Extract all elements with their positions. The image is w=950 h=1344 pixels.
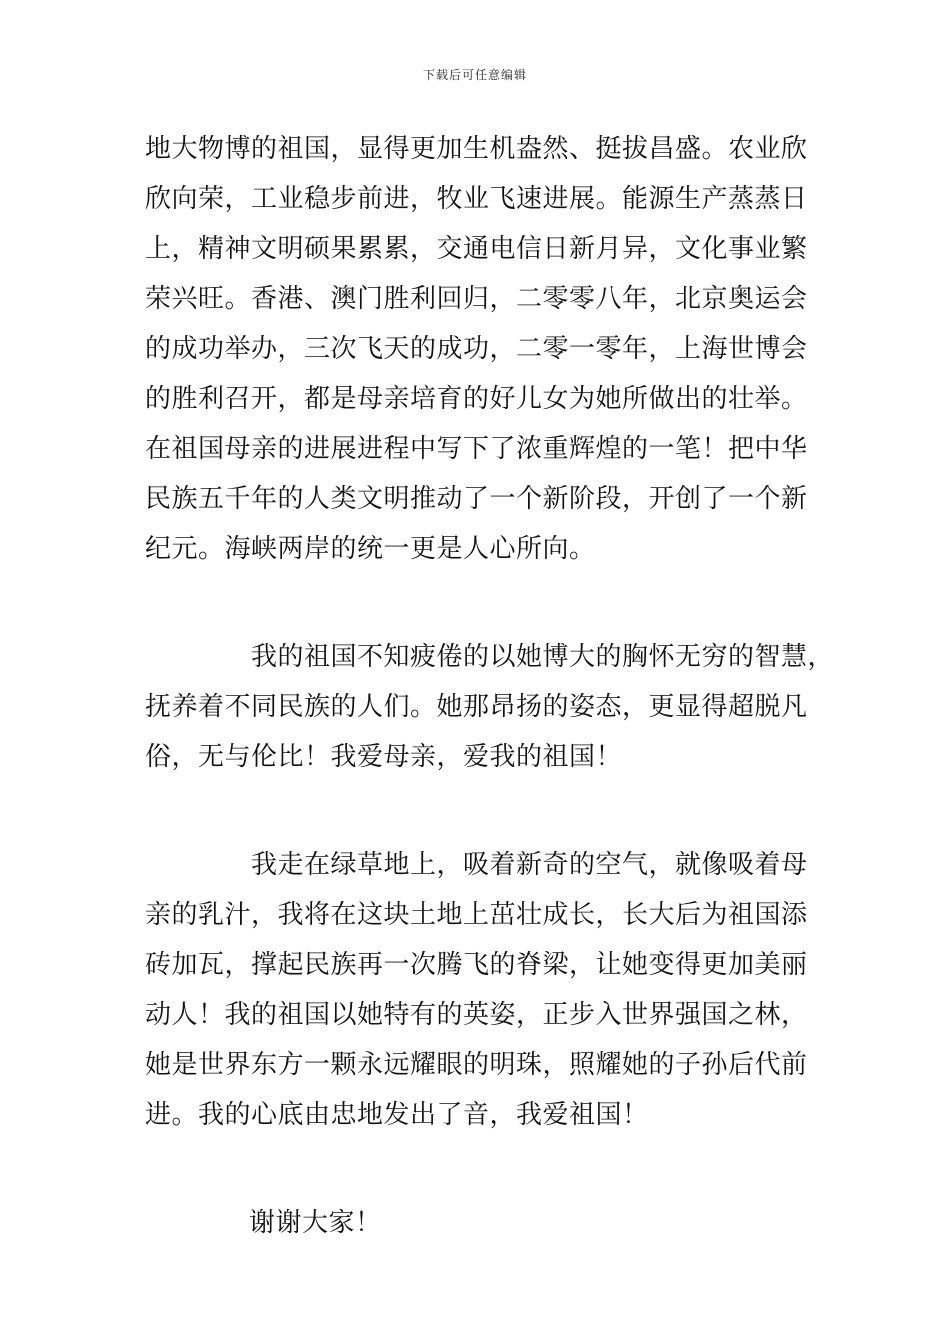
text-line: 地大物博的祖国，显得更加生机盎然、挺拔昌盛。农业欣 xyxy=(145,134,808,164)
text-line: 上，精神文明硕果累累，交通电信日新月异，文化事业繁 xyxy=(145,234,808,264)
text-line: 动人！我的祖国以她特有的英姿，正步入世界强国之林， xyxy=(145,1000,808,1030)
text-line: 荣兴旺。香港、澳门胜利回归，二零零八年，北京奥运会 xyxy=(145,284,808,314)
text-line: 进。我的心底由忠地发出了音，我爱祖国！ xyxy=(145,1100,649,1130)
text-line: 的胜利召开，都是母亲培育的好儿女为她所做出的壮举。 xyxy=(145,384,808,414)
paragraph-spacer xyxy=(145,574,815,632)
text-line: 欣向荣，工业稳步前进，牧业飞速进展。能源生产蒸蒸日 xyxy=(145,184,808,214)
page-header-note: 下载后可任意编辑 xyxy=(422,68,527,82)
text-line: 俗，无与伦比！我爱母亲，爱我的祖国！ xyxy=(145,742,623,772)
text-line: 她是世界东方一颗永远耀眼的明珠，照耀她的子孙后代前 xyxy=(145,1050,808,1080)
document-body xyxy=(145,124,835,1248)
paragraph-spacer xyxy=(145,782,815,840)
text-line: 抚养着不同民族的人们。她那昂扬的姿态，更显得超脱凡 xyxy=(145,692,808,722)
paragraph-2 xyxy=(145,632,835,782)
text-line: 砖加瓦，撑起民族再一次腾飞的脊梁，让她变得更加美丽 xyxy=(145,950,808,980)
text-line-indented: 我的祖国不知疲倦的以她博大的胸怀无穷的智慧， xyxy=(251,642,835,672)
text-line: 的成功举办，三次飞天的成功，二零一零年，上海世博会 xyxy=(145,334,808,364)
closing-line: 谢谢大家！ xyxy=(249,1208,382,1238)
text-line: 民族五千年的人类文明推动了一个新阶段，开创了一个新 xyxy=(145,484,808,514)
paragraph-3 xyxy=(145,840,815,1140)
text-line-indented: 我走在绿草地上，吸着新奇的空气，就像吸着母 xyxy=(251,850,808,880)
text-line: 亲的乳汁，我将在这块土地上茁壮成长，长大后为祖国添 xyxy=(145,900,808,930)
paragraph-spacer xyxy=(145,1140,815,1198)
text-line: 纪元。海峡两岸的统一更是人心所向。 xyxy=(145,534,596,564)
paragraph-1 xyxy=(145,124,815,574)
text-line: 在祖国母亲的进展进程中写下了浓重辉煌的一笔！把中华 xyxy=(145,434,808,464)
